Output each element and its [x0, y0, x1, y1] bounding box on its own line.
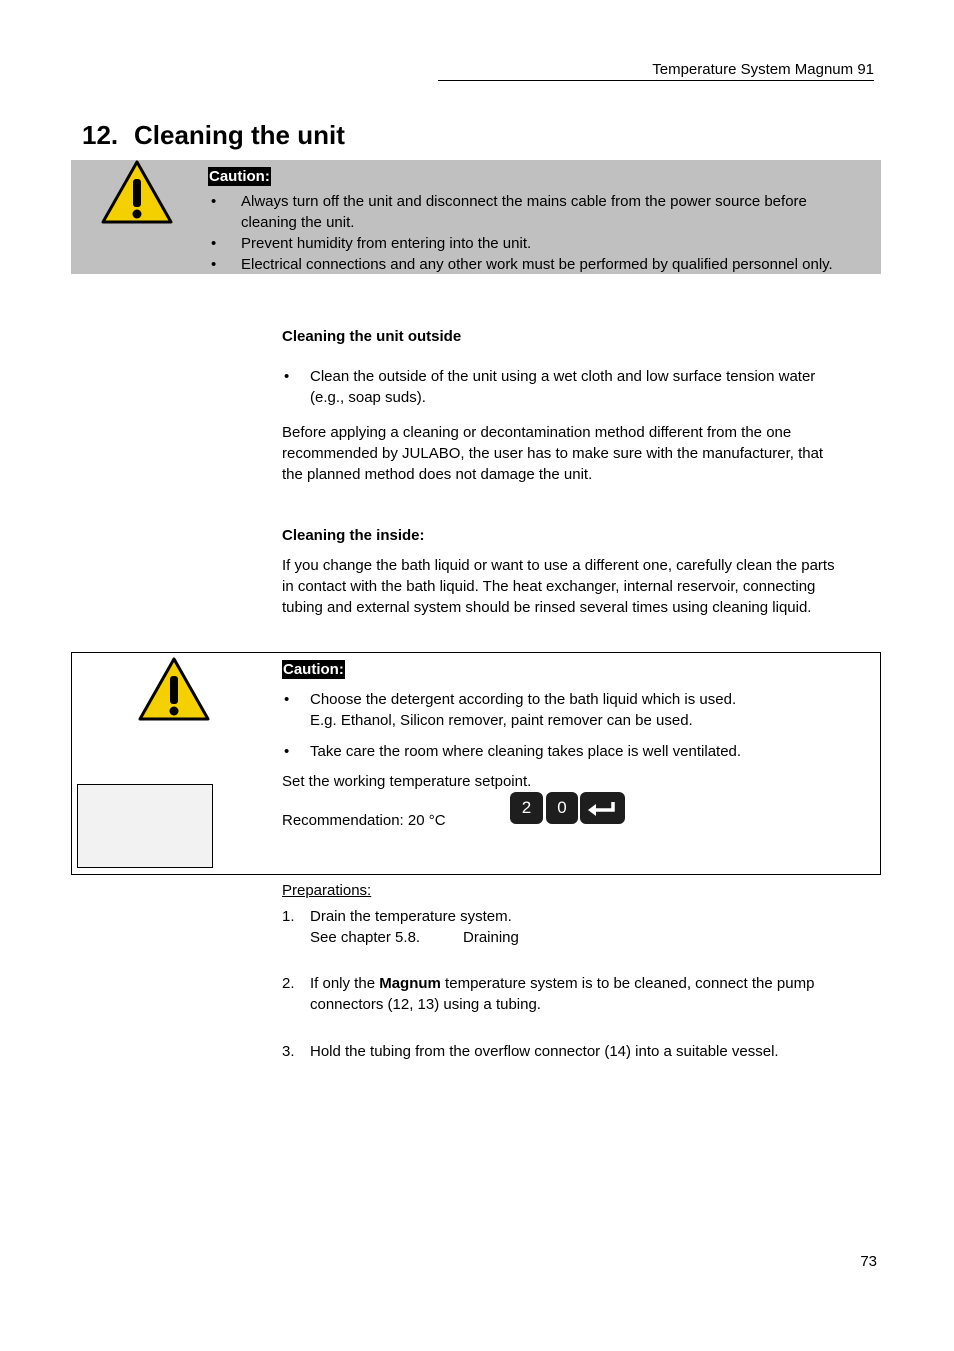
chapter-title-text: Cleaning the unit [134, 120, 345, 150]
key-2-button: 2 [510, 792, 543, 824]
bullet-dot: • [211, 256, 217, 273]
warning-triangle-icon [138, 656, 210, 722]
caution-box-item2: Take care the room where cleaning takes place is well ventilated. [310, 743, 742, 760]
recommendation-text: Recommendation: 20 °C [282, 812, 446, 829]
outside-bullet-line1: Clean the outside of the unit using a wet cloth and low surface tension water [310, 368, 816, 385]
inside-para-line1: If you change the bath liquid or want to use a different one, carefully clean the parts [282, 557, 835, 574]
bullet-dot: • [211, 235, 217, 252]
caution-box-item1-line2: E.g. Ethanol, Silicon remover, paint remover can be used. [310, 712, 693, 729]
step-3-number: 3. [282, 1043, 295, 1060]
caution-box-item1-line1: Choose the detergent according to the bath liquid which is used. [310, 691, 737, 708]
caution-item-1-cont: cleaning the unit. [241, 214, 355, 231]
section-heading-inside: Cleaning the inside: [282, 527, 425, 544]
setpoint-instruction: Set the working temperature setpoint. [282, 773, 532, 790]
step-1-text: Drain the temperature system. [310, 908, 512, 925]
preparations-heading: Preparations: [282, 882, 372, 899]
step-2-text: If only the Magnum temperature system is to be cleaned, connect the pump [310, 975, 815, 992]
bullet-dot: • [284, 743, 290, 760]
page-number: 73 [860, 1253, 877, 1270]
outside-bullet-line2: (e.g., soap suds). [310, 389, 426, 406]
outside-para-line2: recommended by JULABO, the user has to make sure with the manufacturer, that [282, 445, 824, 462]
key-0-button: 0 [546, 792, 578, 824]
bullet-dot: • [284, 368, 290, 385]
bullet-dot: • [211, 193, 217, 210]
running-header [438, 59, 874, 81]
outside-para-line1: Before applying a cleaning or decontamination method different from the one [282, 424, 792, 441]
bullet-dot: • [284, 691, 290, 708]
chapter-title [82, 118, 345, 152]
section-heading-outside: Cleaning the unit outside [282, 328, 462, 345]
caution-label: Caution: [209, 168, 270, 185]
step-1-reference: See chapter 5.8. [310, 929, 421, 946]
caution-box-label: Caution: [283, 661, 344, 678]
running-title: Temperature System Magnum 91 [652, 61, 874, 78]
display-placeholder-panel [77, 784, 213, 868]
chapter-number: 12. [82, 120, 119, 150]
step-1-number: 1. [282, 908, 295, 925]
caution-item-2: Prevent humidity from entering into the unit. [241, 235, 532, 252]
step-2-text-cont: connectors (12, 13) using a tubing. [310, 996, 541, 1013]
step-3-text: Hold the tubing from the overflow connector (14) into a suitable vessel. [310, 1043, 779, 1060]
enter-key-icon [580, 792, 625, 824]
caution-item-1: Always turn off the unit and disconnect the mains cable from the power source before [241, 193, 807, 210]
caution-item-3: Electrical connections and any other work must be performed by qualified personnel only. [241, 256, 833, 273]
inside-para-line3: tubing and external system should be rinsed several times using cleaning liquid. [282, 599, 812, 616]
step-1-reference-title: Draining [463, 929, 519, 946]
outside-para-line3: the planned method does not damage the unit. [282, 466, 593, 483]
step-2-number: 2. [282, 975, 295, 992]
inside-para-line2: in contact with the bath liquid. The heat exchanger, internal reservoir, connecting [282, 578, 816, 595]
warning-triangle-icon [101, 159, 173, 225]
